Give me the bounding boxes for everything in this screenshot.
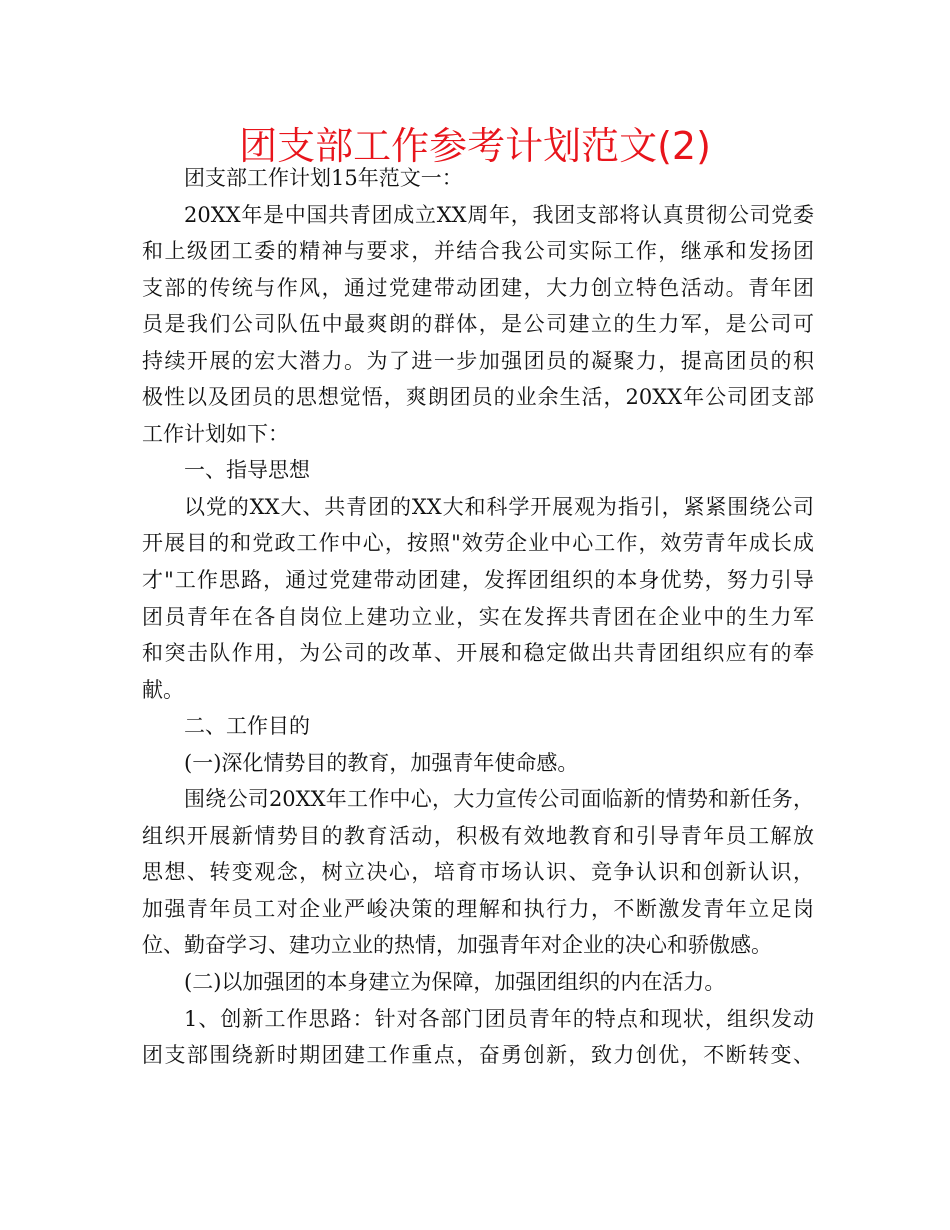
paragraph-line: 以党的XX大、共青团的XX大和科学开展观为指引，紧紧围绕公司 (184, 494, 814, 519)
paragraph-line: 思想、转变观念，树立决心，培育市场认识、竞争认识和创新认识， (142, 860, 814, 885)
paragraph-line: 和上级团工委的精神与要求，并结合我公司实际工作，继承和发扬团 (142, 239, 814, 264)
paragraph-line: 开展目的和党政工作中心，按照"效劳企业中心工作，效劳青年成长成 (142, 531, 814, 556)
paragraph-line: 献。 (142, 677, 184, 702)
paragraph-line: 才"工作思路，通过党建带动团建，发挥团组织的本身优势，努力引导 (142, 568, 814, 593)
paragraph-line: 工作计划如下： (142, 421, 289, 446)
paragraph-line: 团支部工作计划15年范文一： (184, 166, 463, 190)
paragraph-line: 围绕公司20XX年工作中心，大力宣传公司面临新的情势和新任务， (184, 787, 814, 812)
paragraph-line: 团支部围绕新时期团建工作重点，奋勇创新，致力创优，不断转变、 (142, 1043, 814, 1068)
section-heading: 一、指导思想 (184, 458, 310, 483)
document-title: 团支部工作参考计划范文(2) (239, 124, 711, 168)
paragraph-line: 20XX年是中国共青团成立XX周年，我团支部将认真贯彻公司党委 (184, 202, 814, 227)
section-heading: 二、工作目的 (184, 714, 310, 739)
paragraph-line: 1、创新工作思路：针对各部门团员青年的特点和现状，组织发动 (184, 1006, 814, 1031)
paragraph-line: 员是我们公司队伍中最爽朗的群体，是公司建立的生力军，是公司可 (142, 312, 814, 337)
paragraph-line: 团员青年在各自岗位上建功立业，实在发挥共青团在企业中的生力军 (142, 604, 814, 629)
paragraph-line: 支部的传统与作风，通过党建带动团建，大力创立特色活动。青年团 (142, 275, 814, 300)
paragraph-line: 加强青年员工对企业严峻决策的理解和执行力，不断激发青年立足岗 (142, 896, 814, 921)
subsection-heading: (二)以加强团的本身建立为保障，加强团组织的内在活力。 (184, 970, 726, 995)
paragraph-line: 位、勤奋学习、建功立业的热情，加强青年对企业的决心和骄傲感。 (142, 933, 772, 958)
document-body (142, 160, 814, 1074)
paragraph-line: 极性以及团员的思想觉悟，爽朗团员的业余生活，20XX年公司团支部 (142, 385, 814, 410)
subsection-heading: (一)深化情势目的教育，加强青年使命感。 (184, 750, 579, 775)
paragraph-line: 持续开展的宏大潜力。为了进一步加强团员的凝聚力，提高团员的积 (142, 348, 814, 373)
paragraph-line: 和突击队作用，为公司的改革、开展和稳定做出共青团组织应有的奉 (142, 641, 814, 666)
paragraph-line: 组织开展新情势目的教育活动，积极有效地教育和引导青年员工解放 (142, 823, 814, 848)
